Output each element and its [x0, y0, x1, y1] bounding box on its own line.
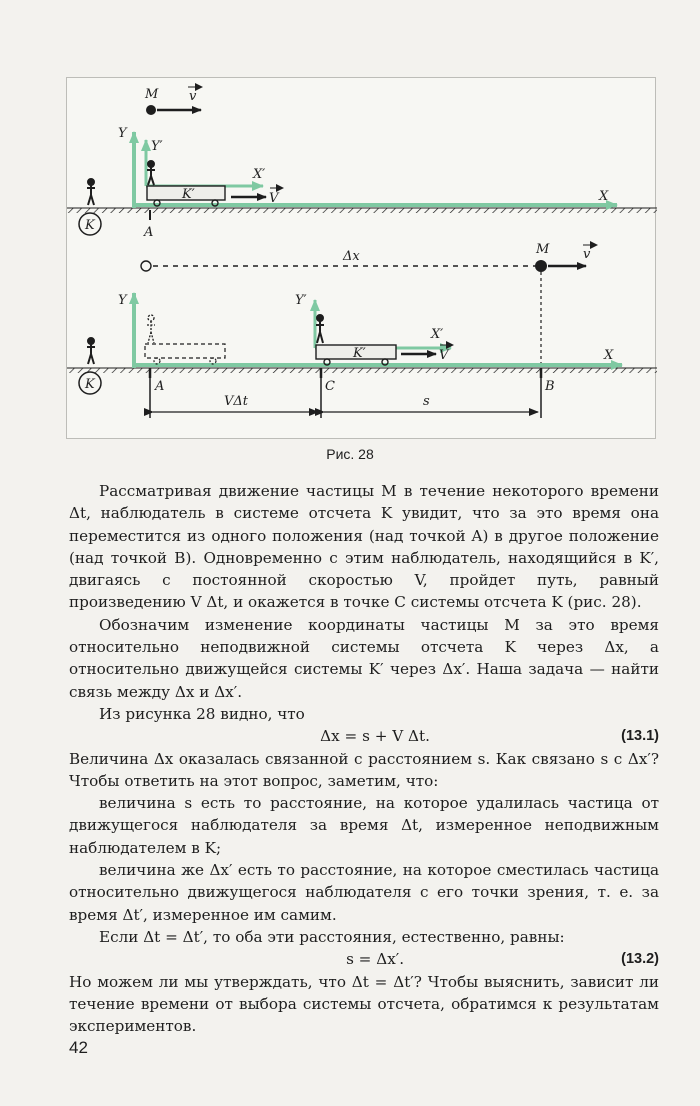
- equation-13-2-number: (13.2): [621, 951, 659, 968]
- y-prime-label-bottom: Y′: [295, 293, 307, 308]
- paragraph-6: величина же Δx′ есть то расстояние, на которое сместилась частица относительно движущегося наблюдателя с его точки зрения, т. е. за время Δt′, измеренное им самим.: [69, 861, 659, 924]
- v-label-top: V: [269, 191, 279, 206]
- k-prime-label-top: K′: [182, 187, 195, 202]
- v-delta-t-label: VΔt: [224, 394, 249, 409]
- figure-28: [66, 77, 656, 439]
- a-label-top: A: [144, 225, 154, 240]
- cart-ghost: [145, 344, 225, 358]
- delta-x-label: Δx: [343, 249, 360, 264]
- c-label: C: [325, 379, 335, 394]
- ground-top: [67, 208, 657, 213]
- x-label-top: X: [599, 189, 609, 204]
- particle-top: [146, 105, 156, 115]
- s-label: s: [423, 394, 430, 409]
- m-label-top: M: [145, 87, 159, 102]
- m-label-bottom: M: [536, 242, 550, 257]
- a-label-bottom: A: [155, 379, 165, 394]
- x-prime-label-bottom: X′: [431, 327, 444, 342]
- x-label-bottom: X: [604, 348, 614, 363]
- observer-ghost: [147, 315, 155, 343]
- y-label-bottom: Y: [118, 293, 127, 308]
- b-label: B: [545, 379, 555, 394]
- equation-13-1: [69, 725, 659, 747]
- ground-bottom: [67, 368, 657, 373]
- particle-end: [535, 260, 547, 272]
- body-text: [69, 480, 659, 1037]
- observer-stationary-top: [87, 179, 95, 205]
- equation-13-2-formula: s = Δx′.: [346, 950, 405, 969]
- equation-13-1-formula: Δx = s + V Δt.: [320, 727, 430, 746]
- paragraph-1: Рассматривая движение частицы M в течение некоторого времени Δt, наблюдатель в системе отсчета K увидит, что за это время она переместится из одного положения (над точкой A) в другое положение (над точкой B). Одновременно с этим наблюдатель, находящийся в K′, двигаясь с постоянной скоростью V, пройдет путь, равный произведению V Δt, и окажется в точке C системы отсчета K (рис. 28).: [69, 482, 659, 612]
- paragraph-2: Обозначим изменение координаты частицы M за это время относительно неподвижной системы отсчета K через Δx, а относительно движущейся системы K′ через Δx′. Наша задача — найти связь между Δx и Δx′.: [69, 615, 659, 701]
- observer-moving-bottom: [316, 315, 324, 343]
- x-prime-label-top: X′: [253, 167, 266, 182]
- v-vec-label-top: v: [189, 89, 197, 104]
- paragraph-3: Из рисунка 28 видно, что: [99, 704, 305, 723]
- k-label-top: K: [85, 218, 95, 233]
- equation-13-1-number: (13.1): [621, 728, 659, 745]
- paragraph-4: Величина Δx оказалась связанной с расстоянием s. Как связано s с Δx′? Чтобы ответить на этот вопрос, заметим, что:: [69, 749, 659, 790]
- figure-caption: Рис. 28: [326, 446, 374, 462]
- v-vec-label-bottom: v: [583, 247, 591, 262]
- k-prime-label-bottom: K′: [353, 346, 366, 361]
- page-number: 42: [69, 1038, 88, 1057]
- observer-moving-top: [147, 161, 155, 185]
- paragraph-8: Но можем ли мы утверждать, что Δt = Δt′? Чтобы выяснить, зависит ли течение времени от выбора системы отсчета, обратимся к результатам экспериментов.: [69, 972, 659, 1036]
- particle-start: [141, 261, 151, 271]
- k-label-bottom: K: [85, 377, 95, 392]
- paragraph-5: величина s есть то расстояние, на которое удалилась частица от движущегося наблюдателя за время Δt, измеренное неподвижным наблюдателем в K;: [69, 794, 659, 857]
- v-label-bottom: V: [439, 348, 449, 363]
- equation-13-2: [69, 948, 659, 970]
- paragraph-7: Если Δt = Δt′, то оба эти расстояния, естественно, равны:: [99, 927, 565, 946]
- y-prime-label-top: Y′: [151, 139, 163, 154]
- y-label-top: Y: [118, 126, 127, 141]
- figure-diagram: [67, 78, 657, 440]
- observer-stationary-bottom: [87, 338, 95, 364]
